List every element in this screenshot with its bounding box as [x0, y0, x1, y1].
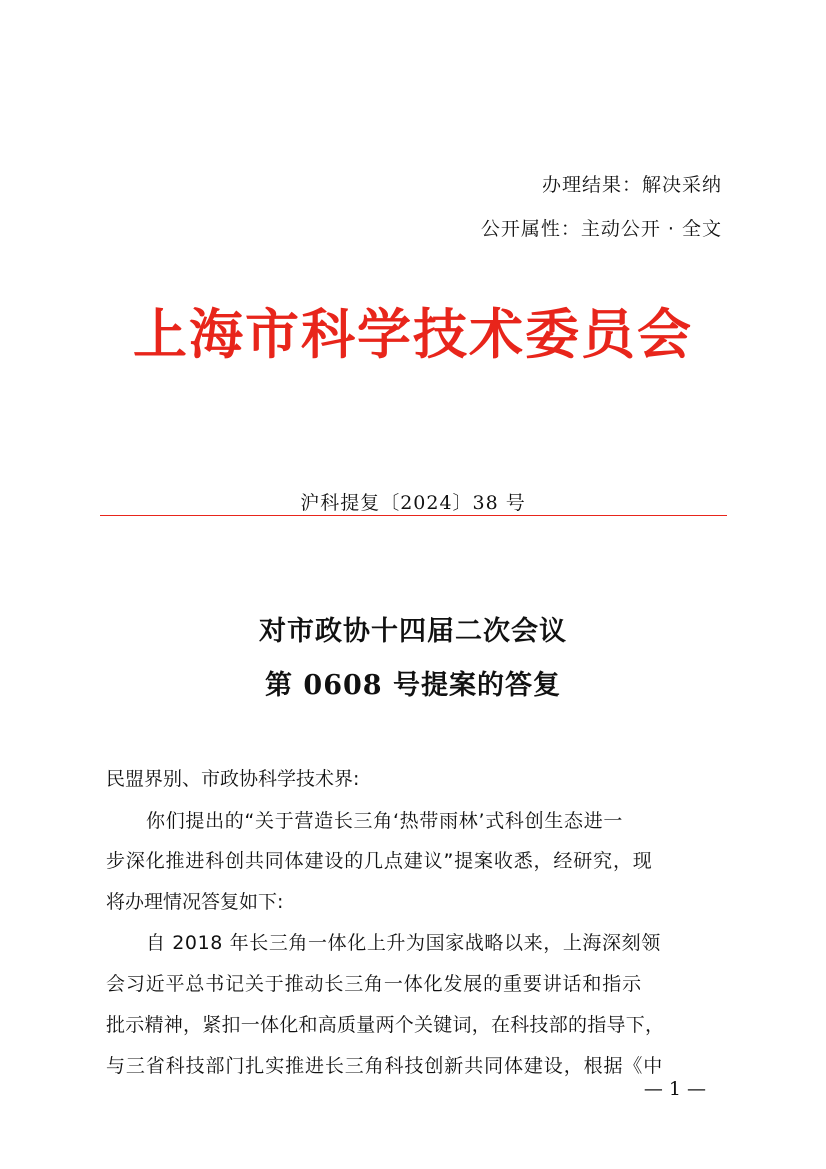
paragraph-1-line: 将办理情况答复如下: — [106, 891, 284, 913]
document-title-line-1: 对市政协十四届二次会议 — [259, 616, 567, 647]
salutation: 民盟界别、市政协科学技术界: — [106, 768, 360, 790]
document-title-line-2: 第 0608 号提案的答复 — [265, 670, 561, 701]
issuing-organization: 上海市科学技术委员会 — [133, 302, 693, 366]
paragraph-1-line: 你们提出的“关于营造长三角‘热带雨林’式科创生态进一 — [146, 810, 624, 832]
disclosure-attribute: 公开属性：主动公开 · 全文 — [480, 218, 722, 240]
paragraph-2-line: 与三省科技部门扎实推进长三角科技创新共同体建设，根据《中 — [106, 1055, 664, 1077]
paragraph-1-line: 步深化推进科创共同体建设的几点建议”提案收悉，经研究，现 — [106, 850, 653, 872]
page-number: — 1 — — [643, 1078, 706, 1100]
red-divider-line — [100, 515, 727, 516]
paragraph-2-line: 自 2018 年长三角一体化上升为国家战略以来，上海深刻领 — [146, 932, 661, 954]
document-number: 沪科提复〔2024〕38 号 — [300, 492, 526, 514]
handling-result: 办理结果：解决采纳 — [541, 174, 722, 196]
paragraph-2-line: 批示精神，紧扣一体化和高质量两个关键词，在科技部的指导下， — [106, 1014, 665, 1036]
paragraph-2-line: 会习近平总书记关于推动长三角一体化发展的重要讲话和指示 — [106, 973, 642, 995]
